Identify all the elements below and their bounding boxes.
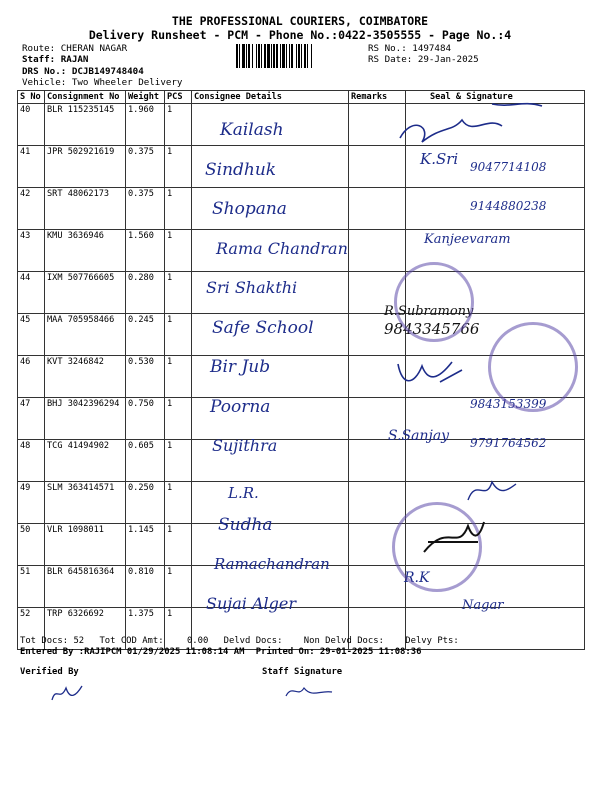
handwritten-consignee-name: Poorna xyxy=(210,396,271,417)
cell-sno: 50 xyxy=(18,524,45,566)
handwritten-consignee-name: Ramachandran xyxy=(214,554,330,573)
handwritten-annotation: Nagar xyxy=(462,598,504,613)
handwritten-annotation: S.Sanjay xyxy=(388,428,450,444)
handwritten-phone-number: 9144880238 xyxy=(470,199,547,213)
staff-signature-label: Staff Signature xyxy=(262,667,343,677)
courier-seal-stamp xyxy=(394,262,474,342)
cell-weight: 0.810 xyxy=(126,566,165,608)
cell-weight: 0.250 xyxy=(126,482,165,524)
vehicle-line xyxy=(22,77,182,88)
handwritten-consignee-name: Bir Jub xyxy=(210,357,271,377)
cell-weight: 0.245 xyxy=(126,314,165,356)
signature-row-50 xyxy=(418,512,488,562)
staff-line xyxy=(22,54,88,65)
cell-consignment: SRT 48062173 xyxy=(45,188,126,230)
handwritten-consignee-name: Sujithra xyxy=(212,436,278,455)
rs-no-value: 1497484 xyxy=(412,43,452,54)
signature-row-40 xyxy=(392,96,552,156)
cell-pcs: 1 xyxy=(165,146,192,188)
verified-by-signature xyxy=(48,682,88,706)
handwritten-annotation: R.Subramony xyxy=(384,304,474,319)
entered-label: Entered By : xyxy=(20,647,85,657)
staff-value: RAJAN xyxy=(60,54,89,65)
cell-sno: 43 xyxy=(18,230,45,272)
cell-pcs: 1 xyxy=(165,356,192,398)
col-sno: S No xyxy=(18,91,45,104)
company-title: THE PROFESSIONAL COURIERS, COIMBATORE xyxy=(171,14,429,28)
cell-pcs: 1 xyxy=(165,314,192,356)
runsheet-subtitle: Delivery Runsheet - PCM - Phone No.:0422-3505555 - Page No.:4 xyxy=(88,28,512,42)
cell-weight: 0.375 xyxy=(126,146,165,188)
delvd-label: Delvd Docs: xyxy=(223,636,283,646)
handwritten-phone-number: 9791764562 xyxy=(470,436,547,450)
verified-by-label: Verified By xyxy=(20,667,79,677)
signature-row-49 xyxy=(462,472,522,508)
handwritten-annotation: L.R. xyxy=(228,484,259,502)
cell-remarks xyxy=(349,566,406,608)
cell-consignment: TCG 41494902 xyxy=(45,440,126,482)
cell-consignment: BLR 645816364 xyxy=(45,566,126,608)
table-row xyxy=(18,272,585,314)
handwritten-annotation: K.Sri xyxy=(420,150,459,168)
cell-sno: 49 xyxy=(18,482,45,524)
non-delvd-label: Non Delvd Docs: xyxy=(303,636,384,646)
handwritten-annotation: Kanjeevaram xyxy=(424,232,511,247)
cell-remarks xyxy=(349,188,406,230)
printed-value: 29-01-2025 11:08:36 xyxy=(319,647,422,657)
cell-weight: 1.375 xyxy=(126,608,165,650)
col-consignment: Consignment No xyxy=(45,91,126,104)
printed-label: Printed On: xyxy=(255,647,315,657)
cell-pcs: 1 xyxy=(165,230,192,272)
cell-consignment: VLR 1098011 xyxy=(45,524,126,566)
cell-weight: 1.560 xyxy=(126,230,165,272)
cell-remarks xyxy=(349,230,406,272)
staff-signature xyxy=(282,680,338,704)
cell-pcs: 1 xyxy=(165,482,192,524)
cell-consignment: TRP 6326692 xyxy=(45,608,126,650)
handwritten-consignee-name: Sindhuk xyxy=(205,159,277,180)
entered-line xyxy=(20,647,421,657)
cell-pcs: 1 xyxy=(165,608,192,650)
delvy-pts-label: Delvy Pts: xyxy=(405,636,459,646)
cell-pcs: 1 xyxy=(165,272,192,314)
handwritten-consignee-name: Sudha xyxy=(218,515,273,535)
vehicle-value: Two Wheeler Delivery xyxy=(71,77,183,88)
cell-remarks xyxy=(349,482,406,524)
cell-weight: 0.605 xyxy=(126,440,165,482)
totals-line xyxy=(20,636,459,646)
cell-sno: 41 xyxy=(18,146,45,188)
handwritten-consignee-name: Shopana xyxy=(212,199,287,219)
route-line xyxy=(22,43,127,54)
cell-consignment: IXM 507766605 xyxy=(45,272,126,314)
school-seal-stamp xyxy=(488,322,578,412)
handwritten-annotation: R.K xyxy=(404,570,430,586)
cell-weight: 0.530 xyxy=(126,356,165,398)
cell-sno: 46 xyxy=(18,356,45,398)
cell-consignment: KMU 3636946 xyxy=(45,230,126,272)
col-seal: Seal & Signature xyxy=(406,91,585,104)
cell-consignment: SLM 363414571 xyxy=(45,482,126,524)
drs-label: DRS No.: xyxy=(22,66,67,77)
cell-pcs: 1 xyxy=(165,104,192,146)
cell-consignment: BLR 115235145 xyxy=(45,104,126,146)
cell-sno: 44 xyxy=(18,272,45,314)
staff-label: Staff: xyxy=(22,54,56,65)
rs-date-line xyxy=(368,54,479,65)
cell-sno: 42 xyxy=(18,188,45,230)
route-label: Route: xyxy=(22,43,56,54)
handwritten-phone-number: 9843345766 xyxy=(384,319,480,338)
cell-consignment: KVT 3246842 xyxy=(45,356,126,398)
rs-no-label: RS No.: xyxy=(368,43,407,54)
cell-pcs: 1 xyxy=(165,524,192,566)
cell-sno: 51 xyxy=(18,566,45,608)
handwritten-consignee-name: Sujai Alger xyxy=(206,594,296,613)
signature-row-46 xyxy=(392,352,472,392)
cell-pcs: 1 xyxy=(165,566,192,608)
handwritten-consignee-name: Rama Chandran xyxy=(216,238,348,258)
cell-weight: 1.145 xyxy=(126,524,165,566)
cell-weight: 1.960 xyxy=(126,104,165,146)
rs-date-label: RS Date: xyxy=(368,54,413,65)
drs-value: DCJB149748404 xyxy=(71,66,144,77)
rs-no-line xyxy=(368,43,451,54)
cod-label: Tot COD Amt: xyxy=(99,636,164,646)
cell-pcs: 1 xyxy=(165,398,192,440)
entered-value: RAJIPCM 01/29/2025 11:08:14 AM xyxy=(84,647,245,657)
cell-consignment: MAA 705958466 xyxy=(45,314,126,356)
cell-sno: 40 xyxy=(18,104,45,146)
cell-weight: 0.280 xyxy=(126,272,165,314)
cell-consignment: BHJ 3042396294 xyxy=(45,398,126,440)
cell-pcs: 1 xyxy=(165,440,192,482)
route-value: CHERAN NAGAR xyxy=(60,43,128,54)
cell-sno: 47 xyxy=(18,398,45,440)
barcode-bar xyxy=(312,44,314,68)
col-consignee: Consignee Details xyxy=(192,91,349,104)
drs-barcode xyxy=(236,44,360,68)
col-pcs: PCS xyxy=(165,91,192,104)
vehicle-label: Vehicle: xyxy=(22,77,67,88)
tot-docs-label: Tot Docs: xyxy=(20,636,69,646)
handwritten-phone-number: 9843153399 xyxy=(470,396,547,411)
col-remarks: Remarks xyxy=(349,91,406,104)
drs-line xyxy=(22,66,144,77)
handwritten-consignee-name: Kailash xyxy=(220,120,284,140)
tot-docs-value: 52 xyxy=(73,636,85,646)
cell-weight: 0.750 xyxy=(126,398,165,440)
cell-pcs: 1 xyxy=(165,188,192,230)
handwritten-phone-number: 9047714108 xyxy=(470,159,547,174)
cell-sno: 52 xyxy=(18,608,45,650)
col-weight: Weight xyxy=(126,91,165,104)
rs-date-value: 29-Jan-2025 xyxy=(417,54,479,65)
cell-weight: 0.375 xyxy=(126,188,165,230)
handwritten-consignee-name: Safe School xyxy=(212,317,314,338)
cell-remarks xyxy=(349,440,406,482)
cod-value: 0.00 xyxy=(186,636,209,646)
cell-consignment: JPR 502921619 xyxy=(45,146,126,188)
handwritten-consignee-name: Sri Shakthi xyxy=(206,278,298,297)
cell-sno: 45 xyxy=(18,314,45,356)
cell-sno: 48 xyxy=(18,440,45,482)
